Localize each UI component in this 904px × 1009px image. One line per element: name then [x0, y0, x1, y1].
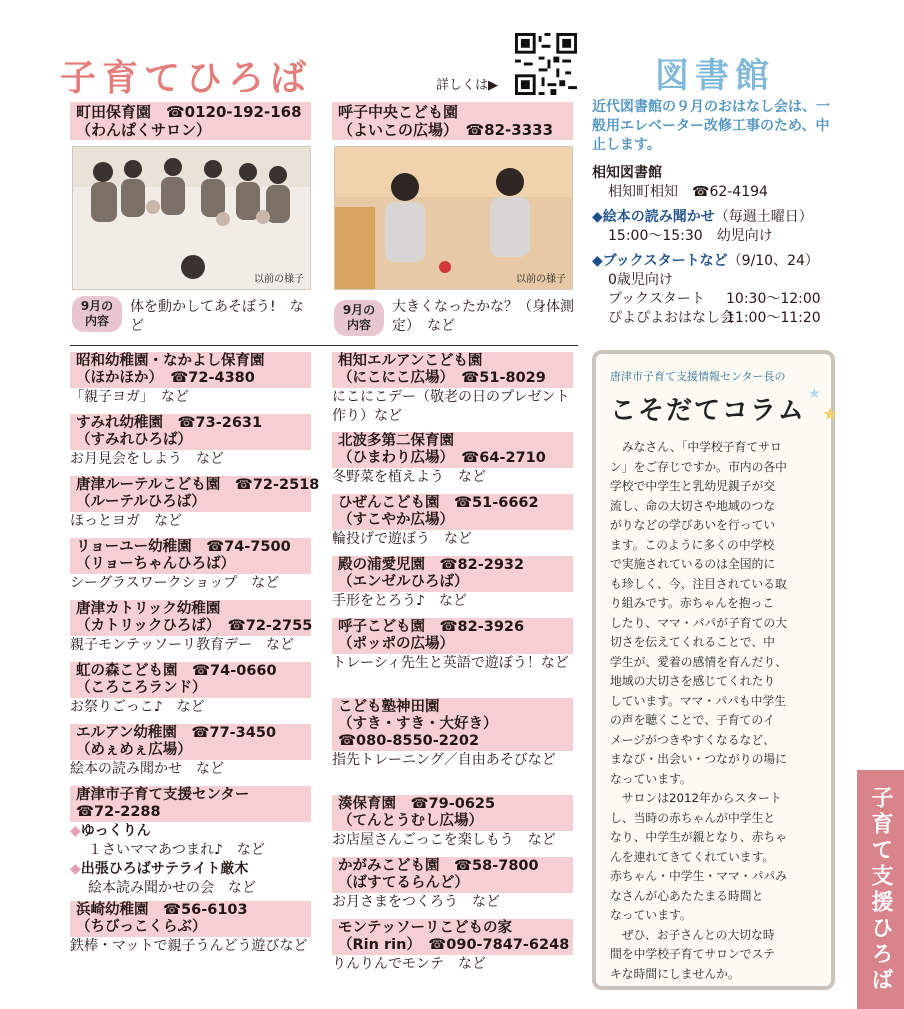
entry-title: 虹の森こども園 ☎74-0660 （ころころランド） — [70, 662, 311, 698]
entry-title: エルアン幼稚園 ☎77-3450 （めぇめぇ広場） — [70, 724, 311, 760]
entry-body: 冬野菜を植えよう など — [332, 469, 486, 485]
month-tag: 9月の 内容 — [334, 300, 384, 336]
entry-body: お店屋さんごっこを楽しもう など — [332, 832, 556, 848]
featured-entry-yobuko-chuo: 呼子中央こども園 （よいこの広場） ☎82-3333 — [332, 102, 573, 140]
column-title: こそだてコラム — [610, 396, 806, 426]
entry-title: 浜崎幼稚園 ☎56-6103 （ちびっこくらぶ） — [70, 901, 311, 937]
entry-body: 手形をとろう♪ など — [332, 593, 467, 609]
entry-body: 絵本の読み聞かせ など — [70, 761, 224, 777]
entry-body: りんりんでモンテ など — [332, 956, 486, 972]
photo-caption: 以前の様子 — [516, 274, 566, 285]
photo-illustration — [73, 147, 311, 290]
entry-title-support-center: 唐津市子育て支援センター ☎72-2288 — [70, 786, 311, 822]
entry-body: シーグラスワークショップ など — [70, 575, 280, 591]
entry-body: お月さまをつくろう など — [332, 894, 500, 910]
sub-program-title: ◆出張ひろばサテライト厳木 — [70, 861, 249, 877]
entry-body: お祭りごっこ♪ など — [70, 699, 205, 715]
entry-title: こども塾神田園 （すき・すき・大好き） ☎080-8550-2202 — [332, 698, 573, 751]
more-info-label: 詳しくは▶ — [436, 78, 498, 93]
photo-caption: 以前の様子 — [254, 274, 304, 285]
featured-entry-machida: 町田保育園 ☎0120-192-168 （わんぱくサロン） — [70, 102, 311, 140]
entry-body: ほっとヨガ など — [70, 513, 182, 529]
photo-illustration — [335, 147, 573, 290]
entry-title: すみれ幼稚園 ☎73-2631 （すみれひろば） — [70, 414, 311, 450]
entry-body: 鉄棒・マットで親子うんどう遊びなど — [70, 938, 308, 954]
branch-name: 相知図書館 — [592, 165, 662, 181]
branch-address: 相知町相知 ☎62-4194 — [608, 184, 768, 200]
entry-body: にこにこデー（敬老の日のプレゼント作り）など — [332, 389, 570, 424]
column-body: みなさん、「中学校子育てサロ ン」をご存じですか。市内の各中 学校で中学生と乳幼児親子が交 流し、命の大切さや地域のつな がりなどの学びあいを行ってい ます。このように多くの中学校 で実施されているのは全国的に も珍しく、今、注目されている取 り組みです。赤ちゃんを抱っこ したり、ママ・パパが子育ての大 切さを伝えてくれることで、中 学生が、愛着の感情を育んだり、 地域の大切さを感じてくれたり しています。ママ・パパも中学生 の声を聴くことで、子育てのイ メージがつきやすくなるなど、 まなび・出会い・つながりの場に なっています。 サロンは2012年からスタート し、当時の赤ちゃんが中学生と なり、中学生が親となり、赤ちゃ んを連れてきてくれています。 赤ちゃん・中学生・ママ・パパみ なさんが心あたたまる時間と なっています。 ぜひ、お子さんとの大切な時 間を中学校子育てサロンでステ キな時間にしませんか。 — [610, 440, 787, 981]
sub-program-body: １さいママあつまれ♪ など — [88, 842, 265, 858]
entry-title: リョーユー幼稚園 ☎74-7500 （リョーちゃんひろば） — [70, 538, 311, 574]
entry-title: 北波多第二保育園 （ひまわり広場） ☎64-2710 — [332, 432, 573, 468]
reading-detail: 15:00～15:30 幼児向け — [608, 228, 773, 244]
entry-body: 指先トレーニング／自由あそびなど — [332, 752, 556, 768]
entry-title: ひぜんこども園 ☎51-6662 （すこやか広場） — [332, 494, 573, 530]
month-content: 体を動かしてあそぼう! など — [130, 299, 304, 334]
star-icon: ★ — [808, 386, 821, 402]
bookstart-row: ぴよぴよおはなし会11:00～11:20 — [608, 310, 821, 326]
support-center-sub — [70, 822, 320, 901]
entry-title: 呼子こども園 ☎82-3926 （ポッポの広場） — [332, 618, 573, 654]
star-icon: ★ — [822, 404, 839, 425]
bookstart-row: ブックスタート 10:30～12:00 — [608, 291, 821, 307]
divider — [70, 345, 578, 346]
entry-title: かがみこども園 ☎58-7800 （ばすてるらんど） — [332, 857, 573, 893]
month-content: 大きくなったかな？（身体測定） など — [392, 299, 574, 334]
entry-body: トレーシィ先生と英語で遊ぼう！など — [332, 655, 569, 671]
bookstart-title: ◆ブックスタートなど（9/10、24） — [592, 253, 819, 269]
entry-title: 唐津カトリック幼稚園 （カトリックひろば） ☎72-2755 — [70, 600, 311, 636]
left-entry-list — [70, 352, 325, 956]
library-intro: 近代図書館の９月のおはなし会は、一般用エレベーター改修工事のため、中止します。 — [592, 99, 830, 153]
kosodate-column — [592, 350, 839, 990]
entry-title: 昭和幼稚園・なかよし保育園 （ほかほか） ☎72-4380 — [70, 352, 311, 388]
entry-body: 親子モンテッソーリ教育デー など — [70, 637, 294, 653]
entry-title: 唐津ルーテルこども園 ☎72-2518 （ルーテルひろば） — [70, 476, 311, 512]
month-tag: 9月の 内容 — [72, 296, 122, 332]
column-header: 唐津市子育て支援情報センター長の — [610, 370, 786, 383]
entry-title: モンテッソーリこどもの家 （Rin rin） ☎090-7847-6248 — [332, 919, 573, 955]
entry-body: 「親子ヨガ」 など — [70, 389, 189, 405]
qr-code-icon[interactable] — [515, 33, 577, 95]
bookstart-age: 0歳児向け — [608, 272, 673, 288]
entry-body: 輪投げで遊ぼう など — [332, 531, 472, 547]
entry-title: 相知エルアンこども園 （にこにこ広場） ☎51-8029 — [332, 352, 573, 388]
photo-children-playing — [334, 146, 573, 290]
entry-title: 殿の浦愛児園 ☎82-2932 （エンゼルひろば） — [332, 556, 573, 592]
section-side-tab: 子育て支援ひろば — [857, 770, 904, 1009]
sub-program-title: ◆ゆっくりん — [70, 823, 151, 839]
sub-program-body: 絵本読み聞かせの会 など — [88, 880, 256, 896]
photo-playroom — [72, 146, 311, 290]
section-title: 子育てひろば — [60, 58, 313, 99]
right-entry-list — [332, 352, 582, 974]
reading-title: ◆絵本の読み聞かせ（毎週土曜日） — [592, 209, 813, 225]
library-title: 図書館 — [655, 56, 775, 96]
entry-title: 湊保育園 ☎79-0625 （てんとうむし広場） — [332, 795, 573, 831]
entry-body: お月見会をしよう など — [70, 451, 224, 467]
library-details — [592, 164, 842, 328]
